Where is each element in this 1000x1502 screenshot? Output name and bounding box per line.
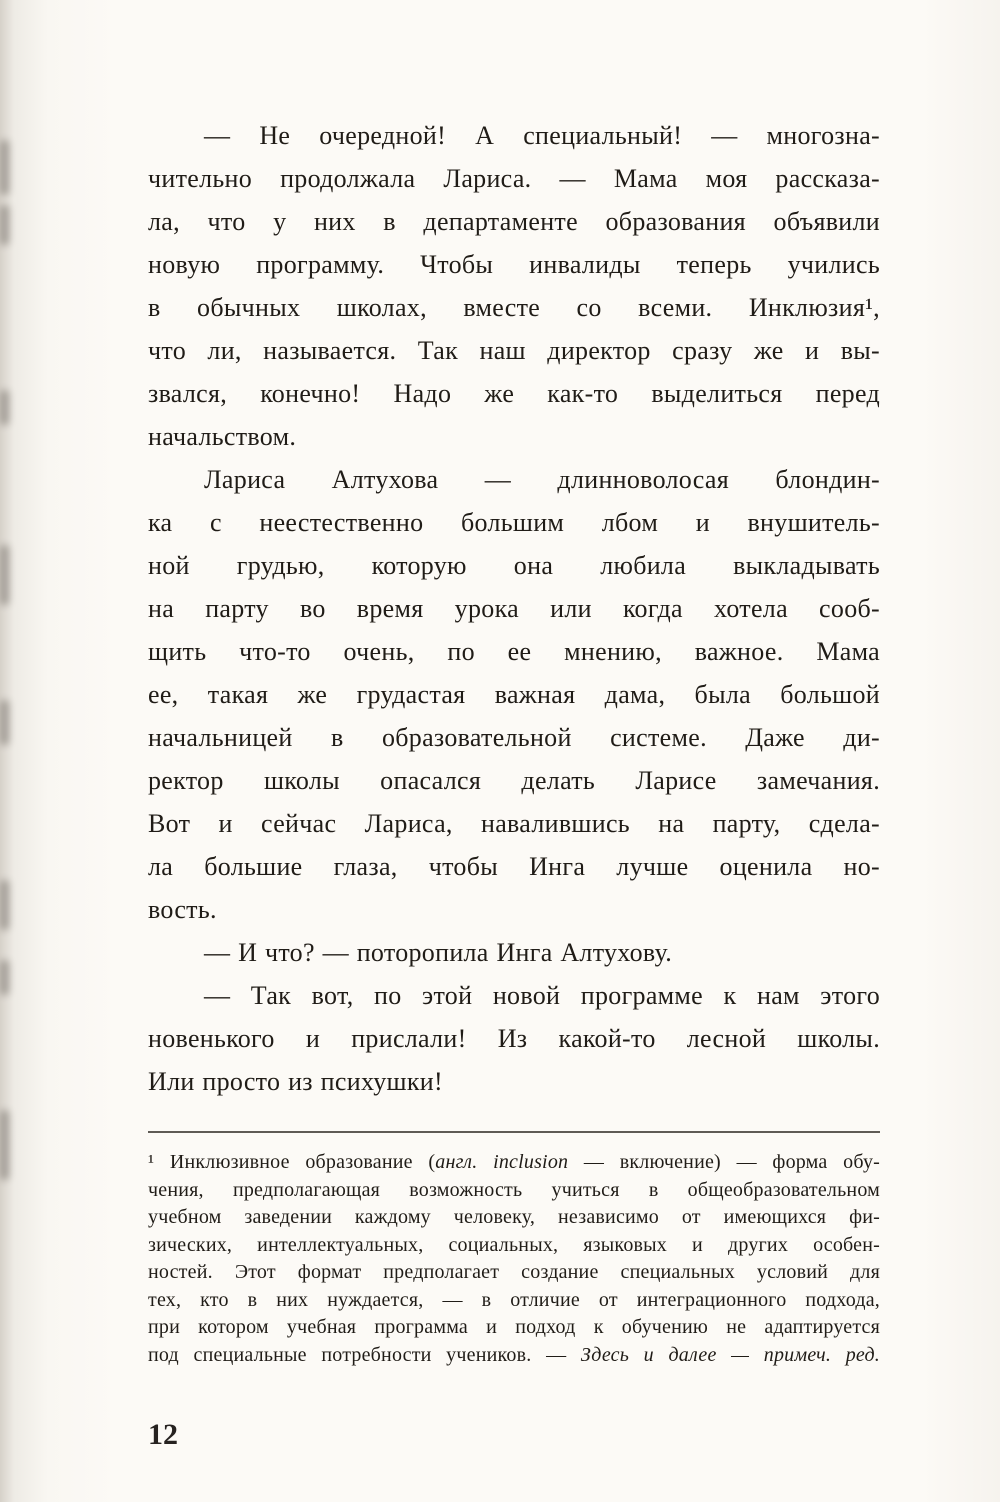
text-line: ла, что у них в департаменте образования объявили (148, 207, 880, 236)
scan-smudge (0, 880, 9, 930)
footnote-line: под специальные потребности учеников. — Здесь и далее — примеч. ред. (148, 1343, 880, 1366)
footnote-line: при котором учебная программа и подход к обучению не адаптируется (148, 1316, 880, 1338)
text-line: что ли, называется. Так наш директор сразу же и вы- (148, 336, 880, 365)
scan-smudge (0, 390, 9, 425)
text-line: новенького и прислали! Из какой-то лесной школы. (148, 1024, 880, 1053)
scan-smudge (0, 960, 9, 995)
text-line: чительно продолжала Лариса. — Мама моя рассказа- (148, 164, 880, 193)
text-line: — И что? — поторопила Инга Алтухову. (204, 938, 673, 967)
text-line: Лариса Алтухова — длинноволосая блондин- (204, 465, 880, 494)
text-line: начальницей в образовательной системе. Даже ди- (148, 723, 880, 752)
text-line: — Так вот, по этой новой программе к нам этого (204, 981, 880, 1010)
footnote-line: зических, интеллектуальных, социальных, языковых и других особен- (148, 1233, 880, 1256)
text-line: начальством. (148, 422, 297, 451)
page-number: 12 (148, 1418, 178, 1451)
text-line: вость. (148, 895, 217, 924)
scan-smudge (0, 205, 9, 245)
footnote-line: ностей. Этот формат предполагает создание специальных условий для (148, 1261, 880, 1283)
main-text (148, 114, 880, 1103)
text-line: ной грудью, которую она любила выкладывать (148, 551, 880, 580)
text-line: — Не очередной! А специальный! — многозна- (204, 121, 880, 150)
text-line: на парту во время урока или когда хотела сооб- (148, 594, 880, 623)
text-line: в обычных школах, вместе со всеми. Инклюзия¹, (148, 293, 880, 322)
text-line: ее, такая же грудастая важная дама, была большой (148, 680, 880, 709)
text-line: ла большие глаза, чтобы Инга лучше оценила но- (148, 852, 880, 881)
text-line: новую программу. Чтобы инвалиды теперь учились (148, 250, 880, 279)
text-column (148, 114, 880, 1369)
scan-smudge (0, 700, 9, 745)
footnote-divider (148, 1131, 880, 1133)
text-line: ка с неестественно большим лбом и внушитель- (148, 508, 880, 537)
footnote-line: учебном заведении каждому человеку, независимо от имеющихся фи- (148, 1206, 880, 1228)
scan-smudge (0, 545, 9, 605)
text-line: Или просто из психушки! (148, 1067, 443, 1096)
footnote-line: тех, кто в них нуждается, — в отличие от интеграционного подхода, (148, 1288, 880, 1311)
text-line: звался, конечно! Надо же как-то выделиться перед (148, 379, 880, 408)
scan-smudge (0, 140, 9, 195)
text-line: щить что-то очень, по ее мнению, важное. Мама (148, 637, 880, 666)
text-line: ректор школы опасался делать Ларисе замечания. (148, 766, 880, 795)
scan-smudge (0, 1110, 9, 1180)
text-line: Вот и сейчас Лариса, навалившись на парту, сдела- (148, 809, 880, 838)
footnote-line: ¹ Инклюзивное образование (англ. inclusion — включение) — форма обу- (148, 1151, 881, 1173)
footnote (148, 1149, 880, 1369)
footnote-line: чения, предполагающая возможность учиться в общеобразовательном (148, 1178, 880, 1201)
